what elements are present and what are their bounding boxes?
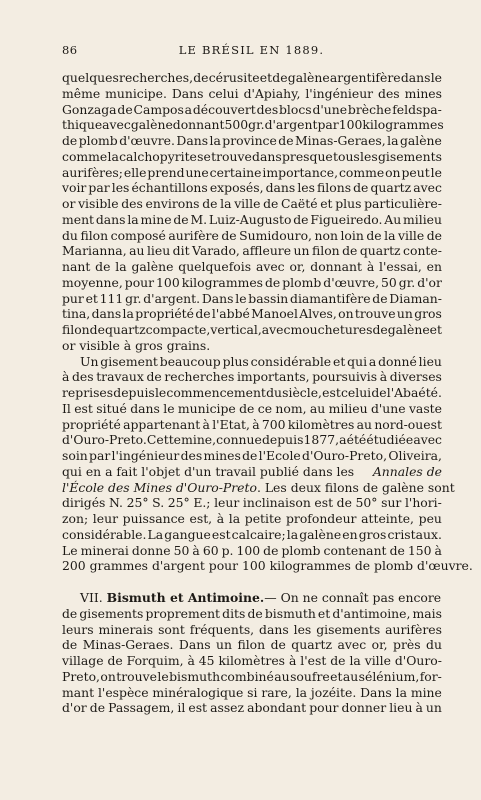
text-line: tina, dans la propriété de l'abbé Manoel Alves, on trouve un gros <box>62 306 442 322</box>
text-line: même municipe. Dans celui d'Apiahy, l'ingénieur des mines <box>62 85 442 101</box>
text-line: de gisements proprement dits de bismuth et d'antimoine, mais <box>62 605 442 621</box>
text-line: de Minas-Geraes. Dans un filon de quartz avec or, près du <box>62 637 442 653</box>
text-line: mant l'espèce minéralogique si rare, la jozéite. Dans la mine <box>62 684 442 700</box>
text-line: pur et 111 gr. d'argent. Dans le bassin diamantifère de Diaman- <box>62 290 442 306</box>
running-head: LE BRÉSIL EN 1889. <box>178 43 325 57</box>
text-line: qui en a fait l'objet d'un travail publié dans les Annales de <box>62 463 442 479</box>
text-line: VII. Bismuth et Antimoine. — On ne connaît pas encore <box>80 590 442 605</box>
journal-title: l'École des Mines d'Ouro-Preto <box>62 479 257 495</box>
text-line: propriété appartenant à l'Etat, à 700 kilomètres au nord-ouest <box>62 416 442 432</box>
text-line: à des travaux de recherches importants, poursuivis à diverses <box>62 369 442 385</box>
text-line: aurifères; elle prend une certaine importance, comme on peut le <box>62 164 442 180</box>
text-line: thique avec galène donnant 500 gr. d'argent par 100 kilogrammes <box>62 117 444 133</box>
text-line: or visible des environs de la ville de Caëté et plus particulière- <box>62 196 442 211</box>
section <box>62 590 442 716</box>
paragraph <box>62 70 442 354</box>
text-line: reprises depuis le commencement du siècle, est celui de l'Abaété. <box>62 385 442 400</box>
text-line: nant de la galène quelquefois avec or, donnant à l'essai, en <box>62 259 442 274</box>
text-line: 200 grammes d'argent pour 100 kilogrammes de plomb d'œuvre. <box>62 558 473 574</box>
journal-title: Annales de <box>372 463 442 479</box>
section-number: VII. <box>80 590 103 605</box>
section-title: Bismuth et Antimoine. <box>106 590 265 605</box>
text-line: leurs minerais sont fréquents, dans les gisements aurifères <box>62 621 442 637</box>
text-line: Un gisement beaucoup plus considérable et qui a donné lieu <box>80 353 442 369</box>
text-line: ment dans la mine de M. Luiz-Augusto de Figueiredo. Au milieu <box>62 211 442 227</box>
text-line: dirigés N. 25° S. 25° E.; leur inclinaison est de 50° sur l'hori- <box>62 495 442 511</box>
page-number: 86 <box>62 43 78 57</box>
text-line: zon; leur puissance est, à la petite profondeur atteinte, peu <box>62 511 442 526</box>
text-line: d'or de Passagem, il est assez abondant pour donner lieu à un <box>62 700 442 716</box>
text-line: considérable. La gangue est calcaire; la galène en gros cristaux. <box>62 526 442 542</box>
text-line: comme la calchopyrite se trouve dans presque tous les gisements <box>62 148 442 164</box>
body-text <box>62 70 473 716</box>
paragraph <box>62 353 473 575</box>
text-line: Gonzaga de Campos a découvert des blocs d'une brèche feldspa- <box>62 101 442 117</box>
text-line: Preto, on trouve le bismuth combiné au soufre et au sélénium, for- <box>62 668 442 684</box>
text-line: du filon composé aurifère de Sumidouro, non loin de la ville de <box>62 227 442 243</box>
text-line: soin par l'ingénieur des mines de l'Ecole d'Ouro-Preto, Oliveira, <box>62 448 442 463</box>
text-line: Il est situé dans le municipe de ce nom, au milieu d'une vaste <box>62 400 442 416</box>
text-line: de plomb d'œuvre. Dans la province de Minas-Geraes, la galène <box>62 133 442 148</box>
text-line: d'Ouro-Preto. Cette mine, connue depuis 1877, a été étudiée avec <box>62 432 442 448</box>
text-line: Le minerai donne 50 à 60 p. 100 de plomb contenant de 150 à <box>62 542 442 558</box>
text-line: Marianna, au lieu dit Varado, affleure un filon de quartz conte- <box>62 243 442 259</box>
section-spacer <box>62 574 442 590</box>
text-line: moyenne, pour 100 kilogrammes de plomb d'œuvre, 50 gr. d'or <box>62 274 442 290</box>
text-line: voir par les échantillons exposés, dans les filons de quartz avec <box>62 180 442 196</box>
text-line: l'École des Mines d'Ouro-Preto . Les deux filons de galène sont <box>62 479 455 495</box>
text-line: village de Forquim, à 45 kilomètres à l'est de la ville d'Ouro- <box>62 653 442 668</box>
text-line: or visible à gros grains. <box>62 337 211 353</box>
text-line: quelques recherches, de cérusite et de galène argentifère dans le <box>62 70 442 85</box>
text-line: filon de quartz compacte, vertical, avec mouchetures de galène et <box>62 322 442 337</box>
